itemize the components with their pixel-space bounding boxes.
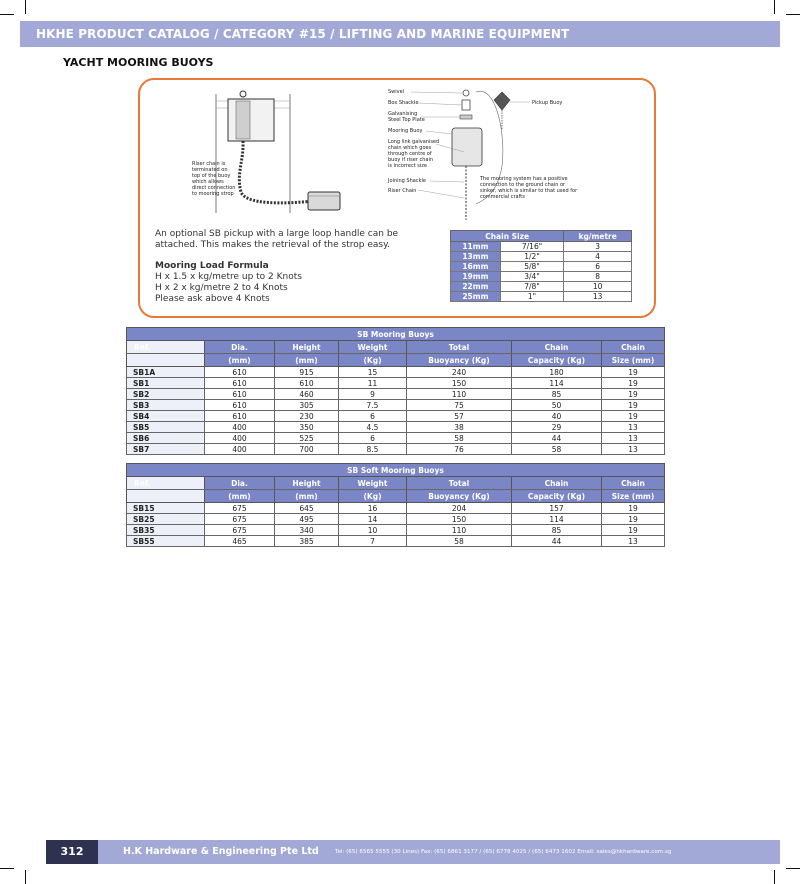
- table-cell: 15: [339, 367, 407, 378]
- table-cell: 6: [339, 433, 407, 444]
- label-long-link: Long link galvanised chain which goes through centre of buoy if riser chain is incorrect size: [388, 139, 440, 169]
- column-header: Capacity (Kg): [512, 354, 602, 367]
- table-cell: 50: [512, 400, 602, 411]
- table-row: [451, 242, 632, 252]
- table-cell: 610: [205, 389, 275, 400]
- label-galvanising: Galvanising: [388, 111, 418, 117]
- label-top-plate: Steel Top Plate: [388, 117, 425, 123]
- table-cell: 85: [512, 525, 602, 536]
- table-cell: 150: [407, 378, 512, 389]
- table-row: [127, 378, 665, 389]
- table-cell: 675: [205, 503, 275, 514]
- row-ref: SB7: [127, 444, 205, 455]
- column-header: (Kg): [339, 354, 407, 367]
- row-ref: SB4: [127, 411, 205, 422]
- table-cell: 7.5: [339, 400, 407, 411]
- table-cell: 4: [564, 252, 632, 262]
- row-ref: SB35: [127, 525, 205, 536]
- crop-mark: [774, 870, 775, 884]
- table-caption: SB Soft Mooring Buoys: [127, 464, 665, 477]
- table-cell: 85: [512, 389, 602, 400]
- column-header: (mm): [275, 354, 339, 367]
- label-riser-chain: Riser Chain: [388, 188, 417, 194]
- table-header-row: [127, 341, 665, 354]
- table-row: [127, 536, 665, 547]
- table-cell: 700: [275, 444, 339, 455]
- table-cell: 19mm: [451, 272, 501, 282]
- table-cell: 58: [407, 433, 512, 444]
- column-header: Buoyancy (Kg): [407, 354, 512, 367]
- table-cell: 14: [339, 514, 407, 525]
- table-cell: 460: [275, 389, 339, 400]
- table-row: [127, 422, 665, 433]
- column-header: Height: [275, 477, 339, 490]
- row-ref: SB25: [127, 514, 205, 525]
- table-cell: 8: [564, 272, 632, 282]
- table-row: [127, 514, 665, 525]
- table-header-row: [127, 477, 665, 490]
- table-cell: 114: [512, 514, 602, 525]
- table-cell: 38: [407, 422, 512, 433]
- table-cell: 44: [512, 433, 602, 444]
- table-cell: 58: [407, 536, 512, 547]
- column-header: (mm): [275, 490, 339, 503]
- table-row: [127, 411, 665, 422]
- table-caption: SB Mooring Buoys: [127, 328, 665, 341]
- row-ref: SB5: [127, 422, 205, 433]
- table-cell: 675: [205, 525, 275, 536]
- table-cell: 915: [275, 367, 339, 378]
- table-cell: 57: [407, 411, 512, 422]
- crop-mark: [786, 14, 800, 15]
- table-cell: 495: [275, 514, 339, 525]
- table-cell: 19: [602, 367, 665, 378]
- column-header: Chain: [512, 477, 602, 490]
- table-cell: 19: [602, 400, 665, 411]
- table-cell: 110: [407, 525, 512, 536]
- page-title: YACHT MOORING BUOYS: [63, 56, 214, 69]
- table-cell: 11mm: [451, 242, 501, 252]
- crop-mark: [25, 0, 26, 14]
- table-cell: 13: [602, 433, 665, 444]
- table-row: [127, 433, 665, 444]
- column-header: [127, 490, 205, 503]
- table-cell: 340: [275, 525, 339, 536]
- table-row: [451, 282, 632, 292]
- crop-mark: [0, 868, 14, 869]
- table-cell: 10: [339, 525, 407, 536]
- table-header-row: [451, 231, 632, 242]
- table-row: [127, 400, 665, 411]
- riser-caption: Riser chain is terminated on top of the buoy which allows direct connection to mooring strop: [192, 161, 236, 197]
- label-swivel: Swivel: [388, 89, 405, 95]
- table-cell: 240: [407, 367, 512, 378]
- column-header: Ref.: [127, 341, 205, 354]
- table-row: [127, 503, 665, 514]
- table-cell: 58: [512, 444, 602, 455]
- column-header: kg/metre: [564, 231, 632, 242]
- table-cell: 25mm: [451, 292, 501, 302]
- column-header: Total: [407, 341, 512, 354]
- table-cell: 1": [500, 292, 564, 302]
- catalog-header-title: HKHE PRODUCT CATALOG / CATEGORY #15 / LIFTING AND MARINE EQUIPMENT: [36, 27, 570, 41]
- table-cell: 13: [602, 422, 665, 433]
- column-header: (Kg): [339, 490, 407, 503]
- table-row: [451, 272, 632, 282]
- table-cell: 8.5: [339, 444, 407, 455]
- row-ref: SB6: [127, 433, 205, 444]
- column-header: Height: [275, 341, 339, 354]
- table-cell: 76: [407, 444, 512, 455]
- table-cell: 7/8": [500, 282, 564, 292]
- table-cell: 75: [407, 400, 512, 411]
- label-box-shackle: Box Shackle: [388, 100, 419, 106]
- table-cell: 204: [407, 503, 512, 514]
- table-cell: 6: [339, 411, 407, 422]
- table-cell: 157: [512, 503, 602, 514]
- column-header: Ref.: [127, 477, 205, 490]
- column-header: [127, 354, 205, 367]
- table-cell: 465: [205, 536, 275, 547]
- table-cell: 4.5: [339, 422, 407, 433]
- table-cell: 3: [564, 242, 632, 252]
- table-cell: 6: [564, 262, 632, 272]
- table-cell: 19: [602, 411, 665, 422]
- row-ref: SB15: [127, 503, 205, 514]
- table-row: [127, 444, 665, 455]
- column-header: Weight: [339, 477, 407, 490]
- pickup-text-line-1: An optional SB pickup with a large loop handle can be: [155, 229, 399, 239]
- table-cell: 19: [602, 525, 665, 536]
- table-cell: 675: [205, 514, 275, 525]
- table-cell: 3/4": [500, 272, 564, 282]
- table-cell: 44: [512, 536, 602, 547]
- formula-line-2: H x 2 x kg/metre 2 to 4 Knots: [155, 283, 288, 293]
- table-row: [451, 262, 632, 272]
- table-cell: 19: [602, 514, 665, 525]
- column-header: Chain: [602, 341, 665, 354]
- table-cell: 400: [205, 444, 275, 455]
- row-ref: SB2: [127, 389, 205, 400]
- chain-size-table: [450, 230, 632, 302]
- table-cell: 19: [602, 389, 665, 400]
- table-cell: 150: [407, 514, 512, 525]
- crop-mark: [786, 868, 800, 869]
- row-ref: SB3: [127, 400, 205, 411]
- table-cell: 610: [275, 378, 339, 389]
- column-header: Chain: [602, 477, 665, 490]
- column-header: Capacity (Kg): [512, 490, 602, 503]
- company-name: H.K Hardware & Engineering Pte Ltd: [123, 846, 319, 857]
- crop-mark: [25, 870, 26, 884]
- table-cell: 1/2": [500, 252, 564, 262]
- column-header: Size (mm): [602, 354, 665, 367]
- table-header-row: [127, 490, 665, 503]
- column-header: Dia.: [205, 341, 275, 354]
- table-cell: 16: [339, 503, 407, 514]
- column-header: Weight: [339, 341, 407, 354]
- row-ref: SB1: [127, 378, 205, 389]
- column-header: (mm): [205, 354, 275, 367]
- page-number: 312: [46, 840, 98, 864]
- sb-mooring-buoys-table: [126, 327, 665, 455]
- row-ref: SB1A: [127, 367, 205, 378]
- table-cell: 11: [339, 378, 407, 389]
- column-header: (mm): [205, 490, 275, 503]
- table-cell: 16mm: [451, 262, 501, 272]
- table-caption-row: [127, 464, 665, 477]
- table-cell: 13: [602, 536, 665, 547]
- label-mooring-system: The mooring system has a positive connection to the ground chain or sinker, which is similar to that used for commercial crafts: [480, 176, 578, 200]
- label-pickup-buoy: Pickup Buoy: [532, 100, 563, 106]
- crop-mark: [774, 0, 775, 14]
- table-cell: 230: [275, 411, 339, 422]
- table-cell: 9: [339, 389, 407, 400]
- table-cell: 610: [205, 400, 275, 411]
- contact-info: Tel: (65) 6565 5555 (30 Lines) Fax: (65) 6861 3177 / (65) 6778 4025 / (65) 6473 1602 Email: sales@hkhardware.com.sg: [335, 849, 672, 855]
- table-cell: 645: [275, 503, 339, 514]
- formula-line-3: Please ask above 4 Knots: [155, 294, 270, 304]
- table-cell: 180: [512, 367, 602, 378]
- table-cell: 400: [205, 433, 275, 444]
- table-cell: 13mm: [451, 252, 501, 262]
- table-caption-row: [127, 328, 665, 341]
- table-cell: 22mm: [451, 282, 501, 292]
- table-cell: 385: [275, 536, 339, 547]
- label-joining-shackle: Joining Shackle: [388, 178, 426, 184]
- row-ref: SB55: [127, 536, 205, 547]
- table-cell: 19: [602, 503, 665, 514]
- table-cell: 610: [205, 411, 275, 422]
- column-header: Chain Size: [451, 231, 564, 242]
- table-cell: 400: [205, 422, 275, 433]
- formula-title: Mooring Load Formula: [155, 261, 269, 271]
- table-row: [127, 389, 665, 400]
- table-cell: 610: [205, 367, 275, 378]
- table-header-row: [127, 354, 665, 367]
- table-cell: 13: [602, 444, 665, 455]
- table-row: [451, 252, 632, 262]
- column-header: Dia.: [205, 477, 275, 490]
- column-header: Total: [407, 477, 512, 490]
- table-cell: 7/16": [500, 242, 564, 252]
- table-cell: 29: [512, 422, 602, 433]
- table-cell: 610: [205, 378, 275, 389]
- column-header: Size (mm): [602, 490, 665, 503]
- label-mooring-buoy: Mooring Buoy: [388, 128, 423, 134]
- formula-line-1: H x 1.5 x kg/metre up to 2 Knots: [155, 272, 302, 282]
- table-cell: 7: [339, 536, 407, 547]
- crop-mark: [0, 14, 14, 15]
- table-row: [451, 292, 632, 302]
- table-cell: 13: [564, 292, 632, 302]
- table-cell: 110: [407, 389, 512, 400]
- column-header: Chain: [512, 341, 602, 354]
- table-cell: 305: [275, 400, 339, 411]
- table-cell: 5/8": [500, 262, 564, 272]
- table-cell: 350: [275, 422, 339, 433]
- pickup-text-line-2: attached. This makes the retrieval of the strop easy.: [155, 240, 390, 250]
- table-row: [127, 525, 665, 536]
- table-cell: 40: [512, 411, 602, 422]
- column-header: Buoyancy (Kg): [407, 490, 512, 503]
- sb-soft-mooring-buoys-table: [126, 463, 665, 547]
- table-cell: 525: [275, 433, 339, 444]
- table-cell: 10: [564, 282, 632, 292]
- table-row: [127, 367, 665, 378]
- table-cell: 19: [602, 378, 665, 389]
- table-cell: 114: [512, 378, 602, 389]
